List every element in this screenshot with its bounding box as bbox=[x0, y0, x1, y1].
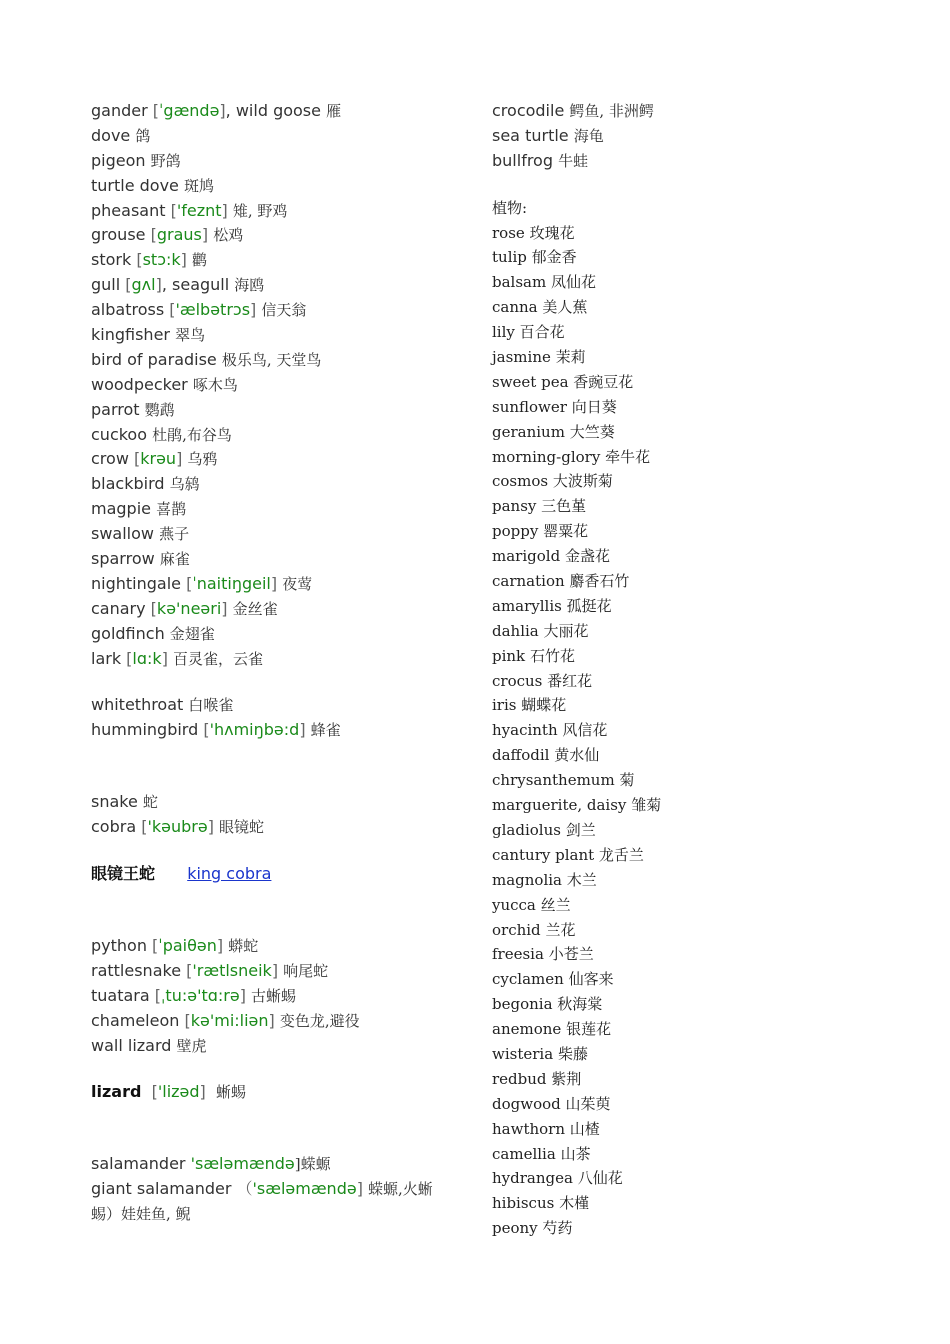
plant-entry bbox=[492, 893, 912, 918]
plant-entry bbox=[492, 843, 912, 868]
plant-entry bbox=[492, 669, 912, 694]
vocab-entry: gander [ˈgændə], wild goose 雁 bbox=[91, 101, 342, 120]
plant-chinese: 香豌豆花 bbox=[573, 372, 634, 391]
plant-english: pansy bbox=[492, 497, 537, 516]
giant-salamander-entry: giant salamander （'sæləmændə] 蝾螈,火蜥 bbox=[91, 1179, 433, 1199]
plant-english: rose bbox=[492, 223, 525, 242]
chinese-translation: 夜莺 bbox=[282, 574, 313, 593]
plant-chinese: 孤挺花 bbox=[566, 596, 612, 615]
plant-entry bbox=[492, 818, 912, 843]
vocab-entry bbox=[91, 124, 471, 149]
plant-chinese: 茉莉 bbox=[555, 348, 586, 367]
english-word: goldfinch bbox=[91, 623, 165, 643]
plant-chinese: 牵牛花 bbox=[605, 447, 651, 466]
plant-chinese: 银莲花 bbox=[566, 1020, 612, 1039]
vocab-entry bbox=[91, 323, 471, 348]
phonetic-transcription: stɔ:k bbox=[142, 250, 181, 270]
plant-entry bbox=[492, 469, 912, 494]
plant-entry bbox=[492, 1166, 912, 1191]
plant-chinese: 三色堇 bbox=[541, 497, 587, 516]
plant-english: dogwood bbox=[492, 1094, 561, 1113]
english-word: hummingbird bbox=[91, 720, 199, 740]
plant-chinese: 番红花 bbox=[547, 671, 593, 690]
plant-english: daffodil bbox=[492, 746, 550, 765]
english-word: tuatara bbox=[91, 985, 150, 1005]
salamander-entry bbox=[91, 1152, 471, 1177]
phonetic-transcription: 'ælbətrɔs bbox=[175, 300, 251, 320]
plant-chinese: 向日葵 bbox=[571, 397, 617, 416]
plant-entry bbox=[492, 644, 912, 669]
plant-entry bbox=[492, 1191, 912, 1216]
vocab-entry bbox=[91, 522, 471, 547]
plant-chinese: 山茶 bbox=[560, 1144, 591, 1163]
lizard-entry: lizard ['lizəd] 蜥蜴 bbox=[91, 1082, 246, 1102]
plant-chinese: 菊 bbox=[619, 771, 635, 790]
plants-heading: 植物: bbox=[492, 198, 528, 217]
chinese-translation: 信天翁 bbox=[261, 301, 307, 320]
plant-chinese: 金盏花 bbox=[564, 547, 610, 566]
king-cobra-entry bbox=[91, 862, 471, 887]
plant-english: sunflower bbox=[492, 397, 567, 416]
plant-english: carnation bbox=[492, 572, 565, 591]
plant-entry bbox=[492, 320, 912, 345]
plant-entry bbox=[492, 1067, 912, 1092]
english-word: pigeon bbox=[91, 150, 146, 170]
vocab-entry bbox=[91, 790, 471, 815]
english-word: blackbird bbox=[91, 474, 165, 494]
vocab-entry: cobra ['kəubrə] 眼镜蛇 bbox=[91, 817, 265, 837]
chinese-translation: 松鸡 bbox=[213, 226, 244, 245]
spacer bbox=[91, 743, 471, 790]
plant-english: orchid bbox=[492, 920, 541, 939]
english-word: stork bbox=[91, 250, 132, 270]
english-word: woodpecker bbox=[91, 374, 188, 394]
plant-entry bbox=[492, 743, 912, 768]
english-word: canary bbox=[91, 598, 146, 618]
chinese-translation: 野鸽 bbox=[150, 151, 181, 170]
english-word: crow bbox=[91, 449, 129, 469]
plant-chinese: 黄水仙 bbox=[554, 746, 600, 765]
plant-entry bbox=[492, 395, 912, 420]
plant-english: hawthorn bbox=[492, 1119, 565, 1138]
vocab-entry bbox=[91, 693, 471, 718]
chinese-translation: 壁虎 bbox=[176, 1036, 207, 1055]
plant-chinese: 仙客来 bbox=[568, 970, 614, 989]
plant-chinese: 郁金香 bbox=[531, 248, 577, 267]
vocab-entry bbox=[492, 124, 912, 149]
plant-entry bbox=[492, 1042, 912, 1067]
plant-chinese: 石竹花 bbox=[529, 646, 575, 665]
english-word: magpie bbox=[91, 499, 151, 519]
plant-entry bbox=[492, 718, 912, 743]
plant-chinese: 木兰 bbox=[566, 870, 597, 889]
english-word: lark bbox=[91, 648, 122, 668]
chinese-translation: 响尾蛇 bbox=[283, 961, 329, 980]
english-word: parrot bbox=[91, 399, 140, 419]
right-column bbox=[492, 99, 912, 1241]
chinese-translation: 海鸥 bbox=[234, 276, 265, 295]
plant-english: lily bbox=[492, 323, 515, 342]
vocab-entry bbox=[492, 99, 912, 124]
spacer bbox=[91, 840, 471, 862]
chinese-translation: 金丝雀 bbox=[232, 599, 278, 618]
plant-english: gladiolus bbox=[492, 820, 561, 839]
plant-english: iris bbox=[492, 696, 517, 715]
plant-english: redbud bbox=[492, 1069, 547, 1088]
chinese-translation: 百灵雀，云雀 bbox=[173, 649, 264, 668]
plant-english: hyacinth bbox=[492, 721, 558, 740]
english-word: dove bbox=[91, 125, 131, 145]
english-word: pheasant bbox=[91, 200, 166, 220]
vocab-entry: canary [kə'neəri] 金丝雀 bbox=[91, 598, 278, 618]
chinese-translation: 眼镜蛇 bbox=[219, 818, 265, 837]
english-word: nightingale bbox=[91, 573, 181, 593]
plant-chinese: 玫瑰花 bbox=[529, 223, 575, 242]
plant-chinese: 兰花 bbox=[545, 920, 576, 939]
phonetic-transcription: 'hʌmiŋbə:d bbox=[209, 720, 300, 740]
vocab-entry: crow [krəu] 乌鸦 bbox=[91, 449, 218, 469]
plant-entry bbox=[492, 992, 912, 1017]
chinese-translation: 雁 bbox=[326, 102, 342, 120]
plant-entry bbox=[492, 768, 912, 793]
king-cobra-link[interactable]: king cobra bbox=[187, 864, 272, 884]
vocab-entry: pheasant ['feznt] 雉, 野鸡 bbox=[91, 200, 288, 220]
phonetic-transcription: ˈpaiθən bbox=[158, 935, 217, 955]
salamander-ipa: 'sæləmændə bbox=[190, 1154, 295, 1174]
plant-chinese: 紫荆 bbox=[551, 1069, 582, 1088]
english-word: cobra bbox=[91, 817, 137, 837]
phonetic-transcription: graus bbox=[156, 225, 202, 245]
spacer bbox=[91, 671, 471, 693]
plant-entry bbox=[492, 619, 912, 644]
chinese-translation: 海龟 bbox=[573, 126, 604, 145]
chinese-translation: 杜鹃,布谷鸟 bbox=[152, 425, 232, 444]
plant-chinese: 秋海棠 bbox=[557, 995, 603, 1014]
vocab-entry: rattlesnake ['rætlsneik] 响尾蛇 bbox=[91, 960, 329, 980]
plant-english: canna bbox=[492, 298, 538, 317]
plant-english: peony bbox=[492, 1219, 538, 1238]
chinese-translation: 乌鸦 bbox=[187, 450, 218, 469]
plant-entry bbox=[492, 245, 912, 270]
spacer bbox=[492, 174, 912, 196]
plant-entry bbox=[492, 1017, 912, 1042]
plant-english: marigold bbox=[492, 547, 561, 566]
plant-english: poppy bbox=[492, 522, 539, 541]
english-word: sea turtle bbox=[492, 125, 569, 145]
chinese-translation: 变色龙,避役 bbox=[279, 1011, 360, 1030]
plant-entry bbox=[492, 445, 912, 470]
vocab-entry bbox=[91, 497, 471, 522]
plant-english: begonia bbox=[492, 995, 553, 1014]
giant-salamander-continued: 蜴）娃娃鱼, 鲵 bbox=[91, 1205, 191, 1224]
plants-list bbox=[492, 221, 912, 1242]
giant-salamander-word: giant salamander bbox=[91, 1179, 232, 1199]
plant-entry bbox=[492, 1142, 912, 1167]
english-word: snake bbox=[91, 792, 138, 812]
plant-chinese: 龙舌兰 bbox=[598, 845, 644, 864]
plant-english: cantury plant bbox=[492, 845, 595, 864]
english-word: albatross bbox=[91, 300, 165, 320]
vocab-entry bbox=[91, 423, 471, 448]
chinese-translation: 蛇 bbox=[142, 793, 158, 812]
plant-entry bbox=[492, 420, 912, 445]
plant-entry bbox=[492, 1216, 912, 1241]
plant-english: dahlia bbox=[492, 621, 539, 640]
birds-list bbox=[91, 99, 471, 671]
phonetic-transcription: 'rætlsneik bbox=[192, 960, 272, 980]
plant-entry bbox=[492, 594, 912, 619]
chinese-translation: 鹳 bbox=[191, 251, 207, 270]
vocab-entry: gull [gʌl], seagull 海鸥 bbox=[91, 275, 265, 295]
chinese-translation: 喜鹊 bbox=[156, 500, 187, 519]
plant-chinese: 百合花 bbox=[519, 323, 565, 342]
chinese-translation: 鸽 bbox=[135, 126, 151, 145]
plant-entry bbox=[492, 544, 912, 569]
plant-entry bbox=[492, 967, 912, 992]
english-word: python bbox=[91, 935, 147, 955]
vocab-entry bbox=[91, 149, 471, 174]
phonetic-transcription: ˌtu:ə'tɑ:rə bbox=[161, 985, 240, 1005]
snakes-list bbox=[91, 790, 471, 840]
phonetic-transcription: 'feznt bbox=[176, 200, 222, 220]
plant-chinese: 木槿 bbox=[559, 1194, 590, 1213]
plant-entry bbox=[492, 295, 912, 320]
chinese-translation: 啄木鸟 bbox=[192, 375, 238, 394]
chinese-translation: 翠鸟 bbox=[175, 326, 206, 345]
plant-chinese: 剑兰 bbox=[565, 820, 596, 839]
plant-english: crocus bbox=[492, 671, 543, 690]
english-word: swallow bbox=[91, 524, 154, 544]
vocab-entry bbox=[91, 472, 471, 497]
plant-chinese: 凤仙花 bbox=[551, 273, 597, 292]
plant-chinese: 风信花 bbox=[562, 721, 608, 740]
plant-chinese: 丝兰 bbox=[540, 895, 571, 914]
phonetic-transcription: gʌl bbox=[131, 275, 156, 295]
vocab-entry: nightingale [ˈnaitiŋgeil] 夜莺 bbox=[91, 573, 313, 593]
plant-entry bbox=[492, 519, 912, 544]
chinese-translation: 乌鸫 bbox=[169, 475, 200, 494]
plant-entry bbox=[492, 868, 912, 893]
vocab-entry bbox=[91, 547, 471, 572]
chinese-translation: 燕子 bbox=[159, 525, 190, 544]
plant-entry bbox=[492, 221, 912, 246]
plant-english: wisteria bbox=[492, 1044, 554, 1063]
plant-english: jasmine bbox=[492, 348, 551, 367]
plant-english: freesia bbox=[492, 945, 544, 964]
vocab-entry: lark [lɑ:k] 百灵雀，云雀 bbox=[91, 648, 264, 668]
plant-english: tulip bbox=[492, 248, 527, 267]
plant-chinese: 柴藤 bbox=[557, 1044, 588, 1063]
english-word: whitethroat bbox=[91, 695, 184, 715]
salamander-chinese: ]蝾螈 bbox=[294, 1155, 331, 1174]
chinese-translation: 古蜥蜴 bbox=[251, 986, 297, 1005]
chinese-translation: 白喉雀 bbox=[188, 696, 234, 715]
plant-english: hibiscus bbox=[492, 1194, 555, 1213]
english-word: wall lizard bbox=[91, 1035, 172, 1055]
vocab-entry: stork [stɔ:k] 鹳 bbox=[91, 250, 207, 270]
plant-english: camellia bbox=[492, 1144, 556, 1163]
vocab-entry bbox=[492, 149, 912, 174]
vocab-entry bbox=[91, 348, 471, 373]
phonetic-transcription: 'kəubrə bbox=[147, 817, 208, 837]
chinese-translation: 牛蛙 bbox=[558, 151, 589, 170]
plant-chinese: 山楂 bbox=[569, 1119, 600, 1138]
plant-entry bbox=[492, 494, 912, 519]
left-column bbox=[91, 99, 471, 1227]
plant-english: magnolia bbox=[492, 870, 562, 889]
giant-salamander-chinese-1: 蝾螈,火蜥 bbox=[368, 1180, 433, 1199]
chinese-translation: 雉, 野鸡 bbox=[232, 201, 288, 220]
chinese-translation: 极乐鸟, 天堂鸟 bbox=[221, 350, 322, 369]
plant-chinese: 山茱萸 bbox=[565, 1094, 611, 1113]
plant-entry bbox=[492, 918, 912, 943]
plant-english: marguerite, daisy bbox=[492, 796, 627, 815]
english-word: turtle dove bbox=[91, 175, 179, 195]
plant-entry bbox=[492, 1117, 912, 1142]
plant-english: sweet pea bbox=[492, 372, 569, 391]
english-word: bullfrog bbox=[492, 150, 553, 170]
english-word: gander bbox=[91, 101, 148, 120]
chinese-translation: 金翅雀 bbox=[169, 624, 215, 643]
english-word: kingfisher bbox=[91, 325, 170, 345]
vocab-entry: chameleon [kə'mi:liən] 变色龙,避役 bbox=[91, 1010, 360, 1030]
plant-english: cosmos bbox=[492, 472, 549, 491]
plant-english: yucca bbox=[492, 895, 536, 914]
english-word: bird of paradise bbox=[91, 349, 217, 369]
english-extra: , seagull bbox=[161, 275, 230, 295]
phonetic-transcription: krəu bbox=[140, 449, 177, 469]
plant-chinese: 大竺葵 bbox=[569, 422, 615, 441]
plant-entry bbox=[492, 1092, 912, 1117]
vocab-entry: python [ˈpaiθən] 蟒蛇 bbox=[91, 935, 259, 955]
spacer bbox=[91, 1105, 471, 1152]
birds-list-2 bbox=[91, 693, 471, 743]
lizard-chinese: 蜥蜴 bbox=[215, 1083, 246, 1102]
vocab-entry: tuatara [ˌtu:ə'tɑ:rə] 古蜥蜴 bbox=[91, 985, 297, 1005]
vocab-entry bbox=[91, 373, 471, 398]
english-extra: , wild goose bbox=[225, 101, 321, 120]
plant-english: morning-glory bbox=[492, 447, 601, 466]
salamander-word: salamander bbox=[91, 1154, 186, 1174]
vocab-entry bbox=[91, 398, 471, 423]
plant-chinese: 罂粟花 bbox=[543, 522, 589, 541]
reptiles-list bbox=[91, 934, 471, 1058]
chinese-translation: 蟒蛇 bbox=[228, 936, 259, 955]
vocab-entry: albatross ['ælbətrɔs] 信天翁 bbox=[91, 300, 307, 320]
lizard-ipa: 'lizəd bbox=[157, 1082, 200, 1102]
english-word: chameleon bbox=[91, 1010, 180, 1030]
plant-english: balsam bbox=[492, 273, 547, 292]
plant-chinese: 大波斯菊 bbox=[552, 472, 613, 491]
english-word: sparrow bbox=[91, 549, 155, 569]
plant-english: anemone bbox=[492, 1020, 562, 1039]
chinese-translation: 鳄鱼, 非洲鳄 bbox=[569, 102, 654, 120]
spacer bbox=[91, 1058, 471, 1080]
plant-english: hydrangea bbox=[492, 1169, 573, 1188]
chinese-translation: 鹦鹉 bbox=[144, 400, 175, 419]
english-word: cuckoo bbox=[91, 424, 148, 444]
reptiles-amphibians-list bbox=[492, 99, 912, 174]
phonetic-transcription: ˈnaitiŋgeil bbox=[192, 573, 271, 593]
plant-entry bbox=[492, 793, 912, 818]
plant-chinese: 小苍兰 bbox=[548, 945, 594, 964]
plant-entry bbox=[492, 693, 912, 718]
phonetic-transcription: lɑ:k bbox=[132, 648, 162, 668]
chinese-translation: 蜂雀 bbox=[310, 721, 341, 740]
plant-chinese: 大丽花 bbox=[543, 621, 589, 640]
vocab-entry: grouse [graus] 松鸡 bbox=[91, 225, 244, 245]
phonetic-transcription: kə'neəri bbox=[156, 598, 222, 618]
plant-english: amaryllis bbox=[492, 596, 562, 615]
plant-chinese: 雏菊 bbox=[631, 796, 662, 815]
english-word: grouse bbox=[91, 225, 146, 245]
chinese-translation: 麻雀 bbox=[159, 550, 190, 569]
plant-entry bbox=[492, 345, 912, 370]
vocab-entry bbox=[91, 622, 471, 647]
plant-chinese: 麝香石竹 bbox=[569, 572, 630, 591]
vocab-entry: hummingbird ['hʌmiŋbə:d] 蜂雀 bbox=[91, 720, 341, 740]
chinese-translation: 斑鸠 bbox=[184, 176, 215, 195]
phonetic-transcription: kə'mi:liən bbox=[190, 1010, 269, 1030]
vocab-entry bbox=[91, 174, 471, 199]
king-cobra-chinese: 眼镜王蛇 bbox=[91, 864, 156, 884]
plant-english: cyclamen bbox=[492, 970, 564, 989]
giant-salamander-ipa: 'sæləmændə bbox=[252, 1179, 357, 1199]
plant-entry bbox=[492, 942, 912, 967]
phonetic-transcription: ˈgændə bbox=[159, 101, 220, 120]
vocab-entry bbox=[91, 1034, 471, 1059]
plant-english: chrysanthemum bbox=[492, 771, 615, 790]
plant-entry bbox=[492, 370, 912, 395]
plant-chinese: 蝴蝶花 bbox=[521, 696, 567, 715]
plant-entry bbox=[492, 270, 912, 295]
plant-entry bbox=[492, 569, 912, 594]
plant-chinese: 八仙花 bbox=[577, 1169, 623, 1188]
english-word: gull bbox=[91, 275, 121, 295]
english-word: rattlesnake bbox=[91, 960, 182, 980]
spacer bbox=[91, 887, 471, 934]
plant-chinese: 芍药 bbox=[542, 1219, 573, 1238]
plant-english: pink bbox=[492, 646, 526, 665]
english-word: crocodile bbox=[492, 101, 565, 120]
plant-english: geranium bbox=[492, 422, 565, 441]
plant-chinese: 美人蕉 bbox=[542, 298, 588, 317]
lizard-word: lizard bbox=[91, 1082, 142, 1102]
